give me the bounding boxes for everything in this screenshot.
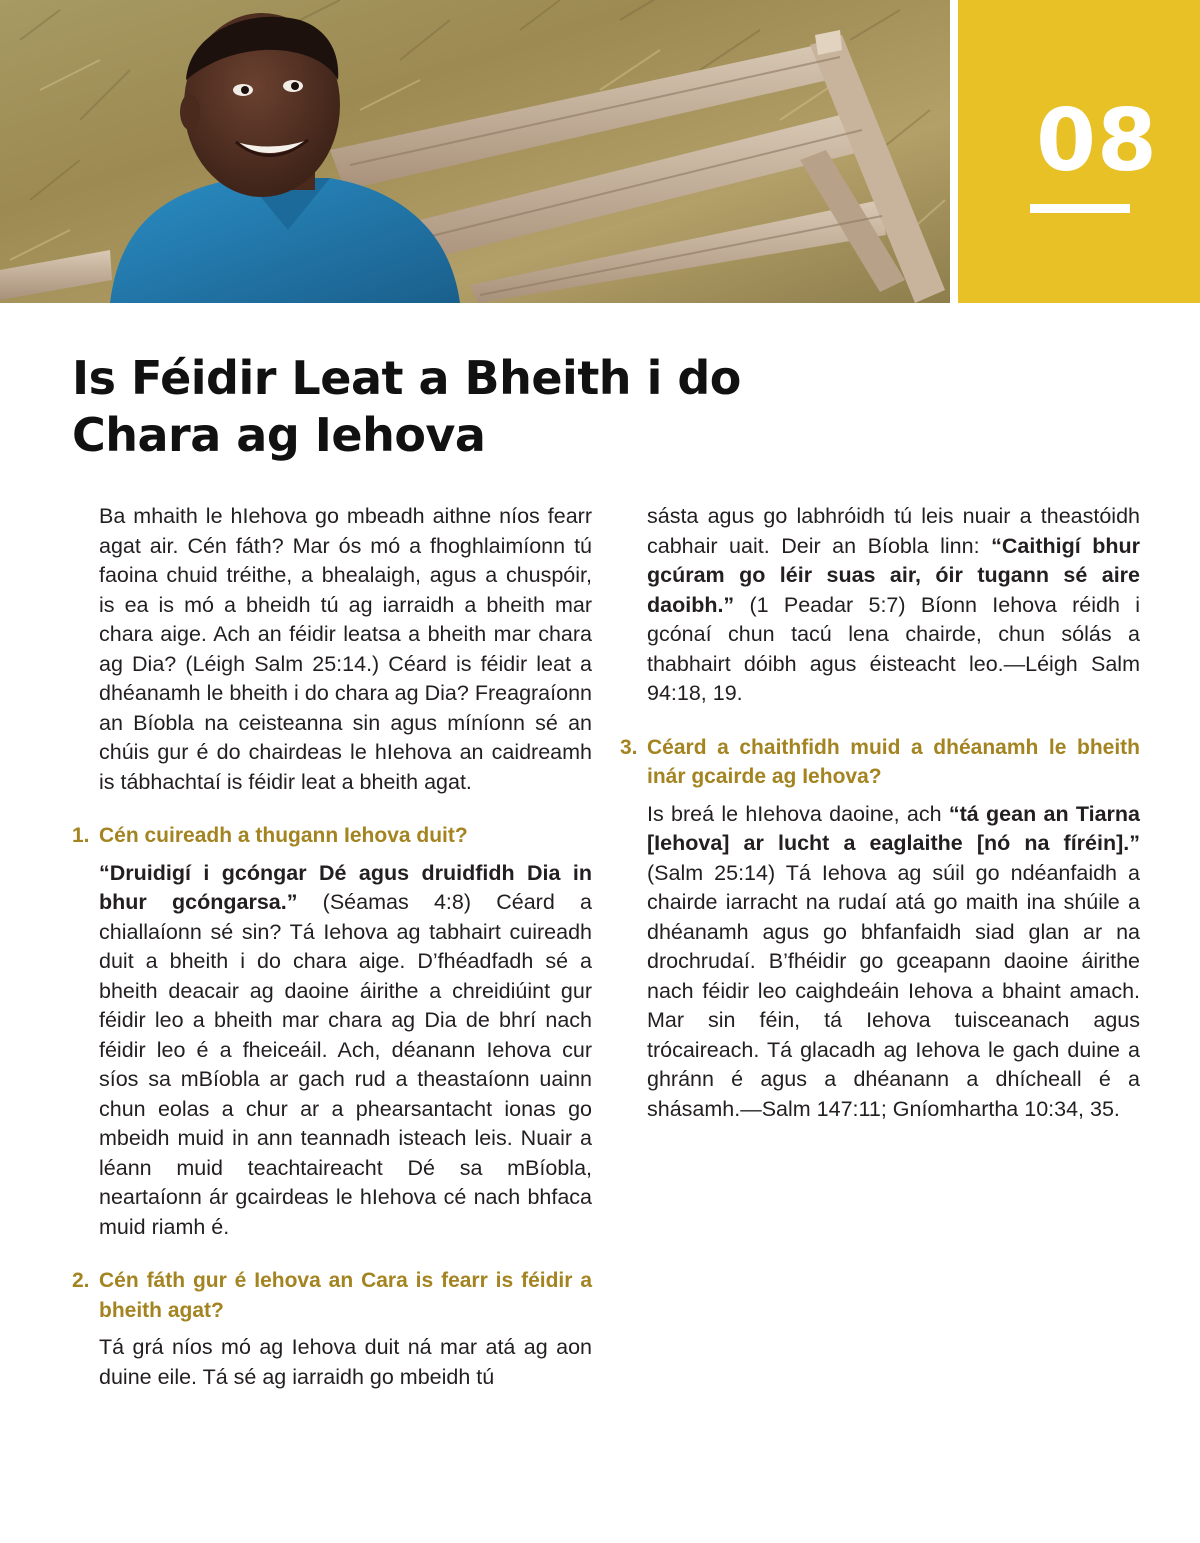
question-1 [72,821,592,851]
answer-2-part-2 [620,502,1140,709]
man-by-wooden-fence-photo [0,0,950,303]
right-column [620,502,1140,1124]
question-3-text: Céard a chaithfidh muid a dhéanamh le bheith inár gcairde ag Iehova? [647,735,1140,788]
left-column [72,502,592,1392]
answer-2-text-start: Tá grá níos mó ag Iehova duit ná mar atá ag aon duine eile. Tá sé ag iarraidh go mbeidh tú [99,1335,592,1389]
question-1-number: 1. [72,824,90,847]
title-line-1: Is Féidir Leat a Bheith i do [72,351,741,405]
intro-paragraph: Ba mhaith le hIehova go mbeadh aithne níos fearr agat air. Cén fáth? Mar ós mó a fhoghlaimíonn tú faoina chuid tréithe, a bhealaigh, agus a chuspóir, is ea is mó a bheidh tú ag iarraidh a bheith mar chara aige. Ach an féidir leatsa a bheith mar chara ag Dia? (Léigh Salm 25:14.) Céard is féidir leat a dhéanamh le bheith i do chara ag Dia? Freagraíonn an Bíobla na ceisteanna sin agus míníonn sé an chúis gur é do chairdeas le hIehova an caidreamh is tábhachtaí is féidir leat a bheith agat. [99,504,592,794]
answer-2-text-continued: sásta agus go labhróidh tú leis nuair a theastóidh cabhair uait. Deir an Bíobla linn: [647,504,1140,558]
question-3 [620,733,1140,792]
lesson-number-badge [958,0,1200,303]
hero-photo [0,0,950,303]
answer-3-text-after: (Salm 25:14) Tá Iehova ag súil go ndéanfaidh a chairde iarracht na rudaí atá go maith ina shúile a dhéanamh agus go bhfanfaidh siad glan ar na drochrudaí. B’fhéidir go gceapann daoine áirithe nach féidir leo caighdeáin Iehova a bhaint amach. Mar sin féin, tá Iehova tuisceanach agus trócaireach. Tá glacadh ag Iehova le gach duine a ghránn é agus a dhéanann a dhícheall é a shásamh.—Salm 147:11; Gníomhartha 10:34, 35. [647,860,1140,1121]
question-1-text: Cén cuireadh a thugann Iehova duit? [99,824,468,847]
answer-1 [72,859,592,1243]
answer-3 [620,800,1140,1125]
answer-3-quote: “tá gean an Tiarna [Iehova] ar lucht a eaglaithe [nó na fíréin].” [647,801,1140,855]
answer-2-text-after: (1 Peadar 5:7) Bíonn Iehova réidh i gcónaí chun tacú lena chairde, chun sólás a thabhairt dóibh agus éisteacht leo.—Léigh Salm 94:18, 19. [647,592,1140,705]
title-line-2: Chara ag Iehova [72,408,486,462]
question-3-number: 3. [620,735,638,759]
badge-underline [1030,204,1130,213]
question-2 [72,1266,592,1325]
answer-2-part-1 [72,1333,592,1392]
page-title [72,350,892,464]
question-2-number: 2. [72,1269,90,1292]
answer-1-text: (Séamas 4:8) Céard a chiallaíonn sé sin? Tá Iehova ag tabhairt cuireadh duit a bheith i do chara aige. D’fhéadfadh sé a bheith deacair ag daoine áirithe a chreidiúint gur féidir leo a bheith mar chara ag Dia de bhrí nach féidir leo é a fheiceáil. Ach, déanann Iehova cur síos sa mBíobla ar gach rud a theastaíonn uainn chun eolas a chur ar a phearsantacht ionas go mbeidh muid in ann teannadh isteach leis. Nuair a léann muid teachtaireacht Dé sa mBíobla, neartaíonn ár gcairdeas le hIehova cé nach bhfaca muid riamh é. [99,890,592,1239]
answer-2-quote: “Caithigí bhur gcúram go léir suas air, óir tugann sé aire daoibh.” [647,533,1140,617]
answer-1-quote: “Druidigí i gcóngar Dé agus druidfidh Dia in bhur gcóngarsa.” [99,860,592,914]
lesson-number: 08 [1036,91,1158,191]
answer-3-text-before: Is breá le hIehova daoine, ach [647,801,949,826]
question-2-text: Cén fáth gur é Iehova an Cara is fearr is féidir a bheith agat? [99,1269,592,1322]
